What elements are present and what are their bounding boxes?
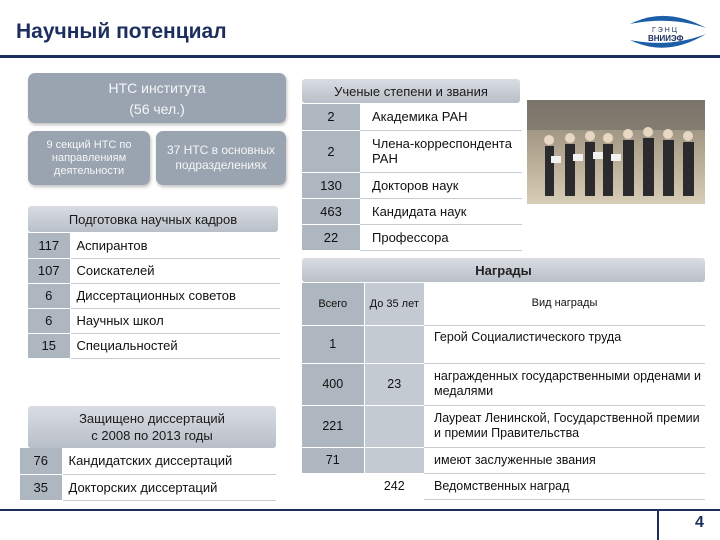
svg-text:ВНИИЭФ: ВНИИЭФ	[648, 34, 684, 43]
degree-count: 22	[302, 224, 360, 250]
award-total: 221	[302, 405, 364, 447]
degree-label: Члена-корреспондента РАН	[360, 130, 522, 172]
nts-institute-count: (56 чел.)	[129, 101, 185, 117]
defended-label: Докторских диссертаций	[62, 474, 276, 500]
awards-table	[302, 283, 705, 500]
defended-label: Кандидатских диссертаций	[62, 448, 276, 474]
table-row	[302, 325, 705, 363]
award-type: имеют заслуженные звания	[424, 447, 705, 473]
training-header-label: Подготовка научных кадров	[68, 211, 238, 227]
degree-count: 2	[302, 130, 360, 172]
training-label: Диссертационных советов	[70, 283, 280, 308]
awards-header-label: Награды	[475, 262, 532, 278]
svg-text:Г Э Н Ц: Г Э Н Ц	[652, 27, 677, 34]
defended-header	[28, 406, 276, 448]
defended-header-line1: Защищено диссертаций	[79, 411, 225, 426]
footer-divider	[0, 509, 720, 511]
title-divider	[0, 55, 720, 58]
degrees-header-label: Ученые степени и звания	[334, 83, 488, 99]
defended-count: 76	[20, 448, 62, 474]
training-label: Научных школ	[70, 308, 280, 333]
table-row	[302, 198, 522, 224]
table-row	[302, 405, 705, 447]
award-type: награжденных государственными орденами и медалями	[424, 363, 705, 405]
table-row	[302, 224, 522, 250]
award-type: Герой Социалистического труда	[424, 325, 705, 363]
degrees-table	[302, 104, 522, 251]
table-row	[28, 233, 280, 258]
award-under35	[364, 447, 424, 473]
page-number: 4	[695, 514, 704, 531]
award-total: 71	[302, 447, 364, 473]
nts-institute-label: НТС института	[108, 80, 206, 96]
nts-sections-label: 9 секций НТС по направлениям деятельности	[46, 138, 132, 177]
award-under35: 242	[364, 473, 424, 499]
defended-table	[20, 448, 276, 501]
table-row	[302, 104, 522, 130]
training-count: 6	[28, 308, 70, 333]
table-row	[20, 448, 276, 474]
degrees-header	[302, 79, 520, 103]
degree-label: Академика РАН	[360, 104, 522, 130]
training-header	[28, 206, 278, 232]
award-total: 400	[302, 363, 364, 405]
degree-count: 463	[302, 198, 360, 224]
award-under35	[364, 405, 424, 447]
awards-col-type: Вид награды	[424, 283, 705, 325]
nts-sections-box	[28, 131, 150, 185]
training-label: Аспирантов	[70, 233, 280, 258]
award-type: Лауреат Ленинской, Государственной премии и премии Правительства	[424, 405, 705, 447]
vniief-logo	[626, 10, 708, 52]
table-row	[302, 363, 705, 405]
training-label: Специальностей	[70, 333, 280, 358]
training-table	[28, 233, 280, 359]
table-row	[302, 130, 522, 172]
award-type: Ведомственных наград	[424, 473, 705, 499]
table-row	[20, 474, 276, 500]
degree-count: 2	[302, 104, 360, 130]
table-row	[302, 473, 705, 499]
awards-header	[302, 258, 705, 282]
table-row	[302, 172, 522, 198]
table-row	[28, 308, 280, 333]
training-count: 6	[28, 283, 70, 308]
footer-vertical-divider	[657, 509, 659, 540]
training-count: 117	[28, 233, 70, 258]
training-count: 107	[28, 258, 70, 283]
training-count: 15	[28, 333, 70, 358]
table-row	[28, 333, 280, 358]
awards-col-total: Всего	[302, 283, 364, 325]
page-title: Научный потенциал	[16, 20, 227, 43]
degree-label: Докторов наук	[360, 172, 522, 198]
nts-divisions-box	[156, 131, 286, 185]
training-label: Соискателей	[70, 258, 280, 283]
nts-institute-box	[28, 73, 286, 123]
award-ceremony-photo	[527, 100, 705, 204]
table-row	[28, 283, 280, 308]
nts-divisions-label: 37 НТС в основных подразделениях	[167, 143, 275, 172]
award-total: 1	[302, 325, 364, 363]
defended-header-line2: с 2008 по 2013 годы	[91, 428, 213, 443]
degree-label: Кандидата наук	[360, 198, 522, 224]
award-total	[302, 473, 364, 499]
table-row	[28, 258, 280, 283]
table-row	[302, 447, 705, 473]
defended-count: 35	[20, 474, 62, 500]
award-under35: 23	[364, 363, 424, 405]
award-under35	[364, 325, 424, 363]
awards-col-under35: До 35 лет	[364, 283, 424, 325]
degree-label: Профессора	[360, 224, 522, 250]
table-row	[302, 283, 705, 325]
degree-count: 130	[302, 172, 360, 198]
